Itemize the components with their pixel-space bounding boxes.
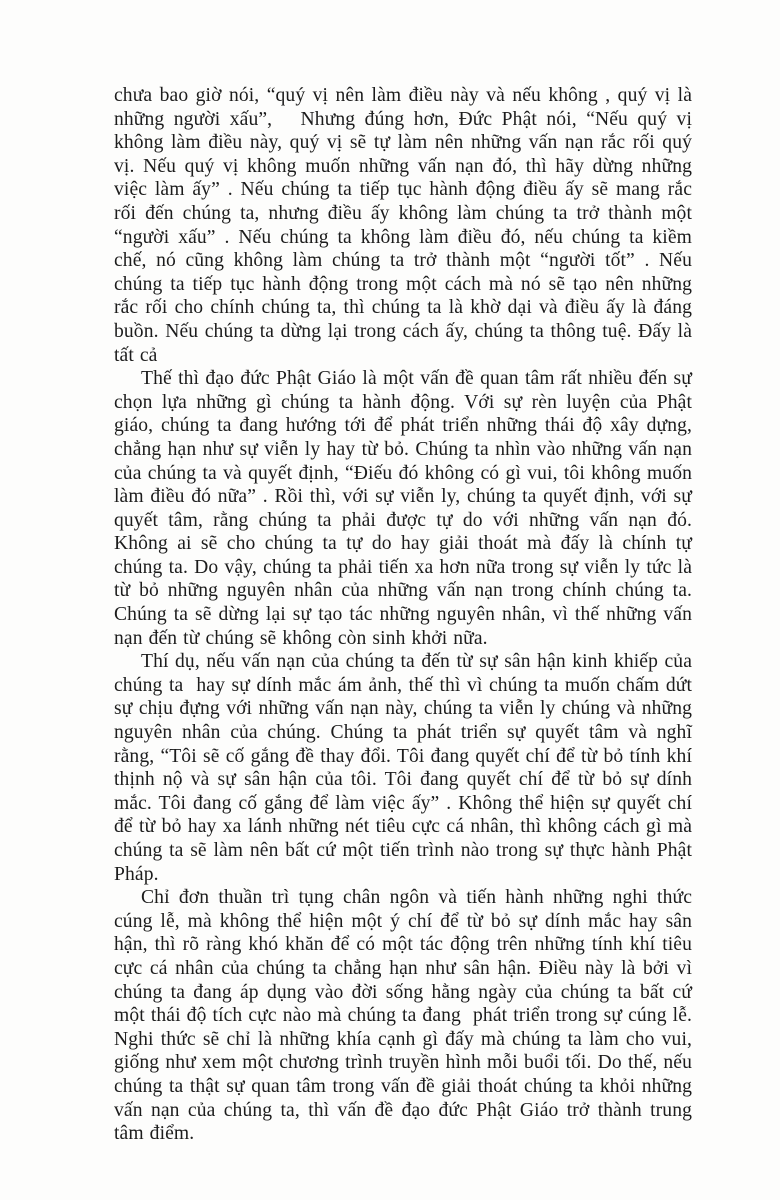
paragraph: chưa bao giờ nói, “quý vị nên làm điều này và nếu không , quý vị là những người xấu”, Nhưng đúng hơn, Đức Phật nói, “Nếu quý vị không làm điều này, quý vị sẽ tự làm nên những vấn nạn rắc rối quý vị. Nếu quý vị không muốn những vấn nạn đó, thì hãy dừng những việc làm ấy” . Nếu chúng ta tiếp tục hành động điều ấy sẽ mang rắc rối đến chúng ta, nhưng điều ấy không làm chúng ta trở thành một “người xấu” . Nếu chúng ta không làm điều đó, nếu chúng ta kiềm chế, nó cũng không làm chúng ta trở thành một “người tốt” . Nếu chúng ta tiếp tục hành động trong một cách mà nó sẽ tạo nên những rắc rối cho chính chúng ta, thì chúng ta là khờ dại và điều ấy là đáng buồn. Nếu chúng ta dừng lại trong cách ấy, chúng ta thông tuệ. Đấy là tất cả — [114, 85, 692, 366]
paragraph: Thế thì đạo đức Phật Giáo là một vấn đề quan tâm rất nhiều đến sự chọn lựa những gì chúng ta hành động. Với sự rèn luyện của Phật giáo, chúng ta đang hướng tới để phát triển những thái độ xây dựng, chẳng hạn như sự viễn ly hay từ bỏ. Chúng ta nhìn vào những vấn nạn của chúng ta và quyết định, “Điếu đó không có gì vui, tôi không muốn làm điều đó nữa” . Rồi thì, với sự viễn ly, chúng ta quyết định, với sự quyết tâm, rằng chúng ta phải được tự do với những vấn nạn đó. Không ai sẽ cho chúng ta tự do hay giải thoát mà đấy là chính tự chúng ta. Do vậy, chúng ta phải tiến xa hơn nữa trong sự viễn ly tức là từ bỏ những nguyên nhân của những vấn nạn trong chính chúng ta. Chúng ta sẽ dừng lại sự tạo tác những nguyên nhân, vì thế những vấn nạn đến từ chúng sẽ không còn sinh khởi nữa. — [114, 368, 692, 649]
page-text-block — [114, 84, 692, 1146]
paragraph: Thí dụ, nếu vấn nạn của chúng ta đến từ sự sân hận kinh khiếp của chúng ta hay sự dính mắc ám ảnh, thế thì vì chúng ta muốn chấm dứt sự chịu đựng với những vấn nạn này, chúng ta viễn ly chúng và những nguyên nhân của chúng. Chúng ta phát triển sự quyết tâm và nghĩ rằng, “Tôi sẽ cố gắng đề thay đổi. Tôi đang quyết chí để từ bỏ tính khí thịnh nộ và sự sân hận của tôi. Tôi đang quyết chí để từ bỏ sự dính mắc. Tôi đang cố gắng để làm việc ấy” . Không thể hiện sự quyết chí để từ bỏ hay xa lánh những nét tiêu cực cá nhân, thì không cách gì mà chúng ta sẽ làm nên bất cứ một tiến trình nào trong sự thực hành Phật Pháp. — [114, 651, 692, 885]
paragraph: Chỉ đơn thuần trì tụng chân ngôn và tiến hành những nghi thức cúng lễ, mà không thể hiện một ý chí để từ bỏ sự dính mắc hay sân hận, thì rõ ràng khó khăn để có một tác động trên những tính khí tiêu cực cá nhân của chúng ta chẳng hạn như sân hận. Điều này là bởi vì chúng ta đang áp dụng vào đời sống hằng ngày của chúng ta bất cứ một thái độ tích cực nào mà chúng ta đang phát triển trong sự cúng lễ. Nghi thức sẽ chỉ là những khía cạnh gì đấy mà chúng ta làm cho vui, giống như xem một chương trình truyền hình mỗi buổi tối. Do thế, nếu chúng ta thật sự quan tâm trong vấn đề giải thoát chúng ta khỏi những vấn nạn của chúng ta, thì vấn đề đạo đức Phật Giáo trở thành trung tâm điểm. — [114, 887, 692, 1145]
